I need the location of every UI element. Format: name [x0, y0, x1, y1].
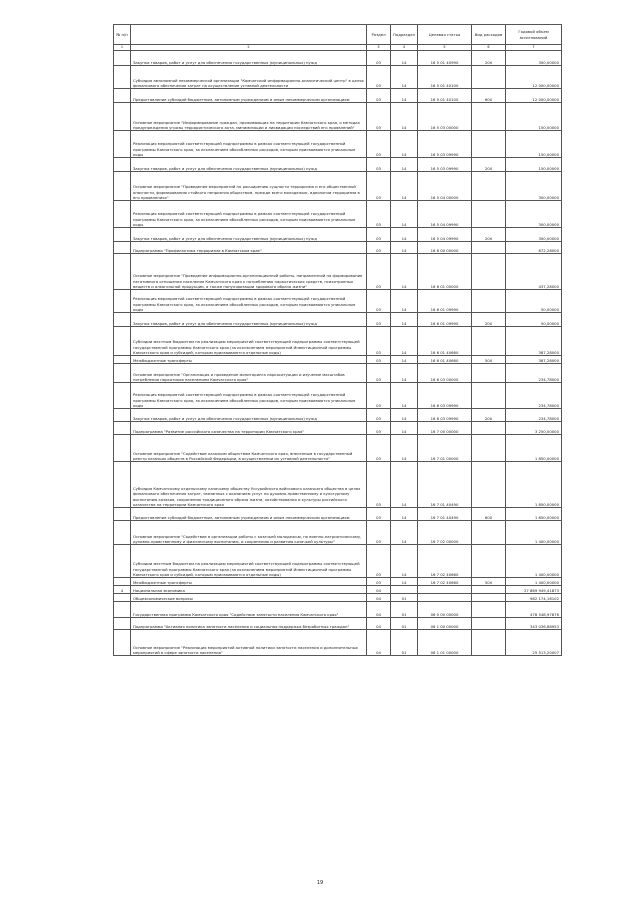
column-number: 3	[367, 45, 391, 51]
row-vid: 200	[472, 51, 506, 66]
row-name: Государственная программа Камчатского края "Содействие занятости населения Камчатского края"	[131, 602, 367, 618]
row-name: Закупка товаров, работ и услуг для обеспечения государственных (муниципальных) нужд	[131, 158, 367, 172]
column-number: 5	[418, 45, 472, 51]
row-number	[114, 409, 131, 422]
row-amount: 50,00000	[506, 290, 562, 313]
row-name: Подпрограмма "Профилактика терроризма в Камчатском крае"	[131, 242, 367, 254]
row-podrazdel: 14	[391, 383, 418, 409]
row-amount: 1 850,00000	[506, 508, 562, 521]
header-razdel: Раздел	[367, 25, 391, 45]
row-number	[114, 172, 131, 201]
row-podrazdel: 14	[391, 313, 418, 327]
row-name: Реализация мероприятий соответствующей подпрограммы в рамках соответствующей государственной программы Камчатского края, за исключением обособленных расходов, которым присваиваются уникальные коды	[131, 131, 367, 158]
row-target: 16 7 01 40490	[418, 508, 472, 521]
row-number	[114, 630, 131, 656]
row-razdel: 03	[367, 521, 391, 545]
row-amount: 343 036,88953	[506, 618, 562, 630]
row-podrazdel: 14	[391, 521, 418, 545]
row-vid	[472, 618, 506, 630]
row-target: 16 5 03 09990	[418, 158, 472, 172]
row-target: 06 1 00 00000	[418, 618, 472, 630]
row-number	[114, 364, 131, 383]
row-podrazdel: 14	[391, 435, 418, 462]
row-vid	[472, 172, 506, 201]
row-name: Субсидии местным бюджетам на реализацию мероприятий соответствующей подпрограммы соответствующей государственной программы Камчатского края (за исключением мероприятий Инвестиционной программы Камчатского края и субсидий, которым присваиваются отдельные коды)	[131, 327, 367, 356]
row-target: 16 5 01 40100	[418, 66, 472, 89]
table-row	[114, 521, 562, 545]
row-target: 16 6 03 00000	[418, 364, 472, 383]
table-row	[114, 586, 562, 594]
row-razdel: 03	[367, 545, 391, 578]
row-name: Основное мероприятие "Информирование граждан, проживающих на территории Камчатского края, о методах предупреждения угрозы террористического акта, минимизации и ликвидации последствий его проявлений"	[131, 103, 367, 131]
row-number	[114, 66, 131, 89]
row-razdel: 03	[367, 254, 391, 290]
row-amount: 437,28000	[506, 254, 562, 290]
row-vid	[472, 630, 506, 656]
row-amount: 982 174,16102	[506, 594, 562, 602]
row-amount: 50,00000	[506, 313, 562, 327]
header-podrazdel: Подраздел	[391, 25, 418, 45]
row-podrazdel: 14	[391, 254, 418, 290]
row-vid: 200	[472, 228, 506, 242]
row-number	[114, 313, 131, 327]
header-vid: Вид расходов	[472, 25, 506, 45]
row-vid	[472, 66, 506, 89]
row-razdel: 03	[367, 409, 391, 422]
row-podrazdel: 14	[391, 327, 418, 356]
row-number	[114, 508, 131, 521]
row-name: Закупка товаров, работ и услуг для обеспечения государственных (муниципальных) нужд	[131, 51, 367, 66]
column-number: 7	[506, 45, 562, 51]
row-name: Основное мероприятие "Содействие в организации работы с казачьей молодежью, по военно-патриотическому, духовно-нравственному и физическому воспитанию, и сохранению и развитию казачьей культуры"	[131, 521, 367, 545]
row-razdel: 03	[367, 462, 391, 508]
row-podrazdel: 14	[391, 89, 418, 103]
row-number	[114, 290, 131, 313]
row-name: Подпрограмма "Развитие российского казачества на территории Камчатского края"	[131, 422, 367, 435]
header-name	[131, 25, 367, 45]
table-row	[114, 290, 562, 313]
row-number	[114, 327, 131, 356]
table-row	[114, 66, 562, 89]
row-name: Закупка товаров, работ и услуг для обеспечения государственных (муниципальных) нужд	[131, 313, 367, 327]
row-podrazdel: 14	[391, 66, 418, 89]
table-row	[114, 435, 562, 462]
row-name: Основное мероприятие "Организация и проведение мониторинга наркоситуации и изучение масштабов потребления наркотиков населением Камчатского края"	[131, 364, 367, 383]
table-row	[114, 409, 562, 422]
row-name: Предоставление субсидий бюджетным, автономным учреждениям и иным некоммерческим организациям	[131, 508, 367, 521]
table-row	[114, 103, 562, 131]
row-vid	[472, 435, 506, 462]
row-podrazdel: 14	[391, 172, 418, 201]
row-podrazdel: 14	[391, 409, 418, 422]
row-number	[114, 578, 131, 586]
row-razdel: 03	[367, 158, 391, 172]
row-podrazdel: 14	[391, 545, 418, 578]
row-razdel: 04	[367, 618, 391, 630]
row-amount: 1 400,00000	[506, 578, 562, 586]
row-vid	[472, 383, 506, 409]
row-vid	[472, 594, 506, 602]
row-number	[114, 383, 131, 409]
row-podrazdel: 14	[391, 364, 418, 383]
row-target	[418, 594, 472, 602]
row-target: 16 7 02 40660	[418, 578, 472, 586]
column-number: 6	[472, 45, 506, 51]
row-number	[114, 435, 131, 462]
row-target: 16 7 00 00000	[418, 422, 472, 435]
table-row	[114, 364, 562, 383]
row-amount: 1 400,00000	[506, 521, 562, 545]
row-target: 06 1 01 00000	[418, 630, 472, 656]
row-target: 16 6 03 09990	[418, 409, 472, 422]
row-vid	[472, 201, 506, 228]
row-podrazdel: 14	[391, 422, 418, 435]
row-razdel: 04	[367, 602, 391, 618]
row-number	[114, 201, 131, 228]
row-podrazdel: 14	[391, 228, 418, 242]
row-amount: 387,28000	[506, 356, 562, 364]
table-row	[114, 602, 562, 618]
row-number	[114, 158, 131, 172]
row-target: 16 5 04 09990	[418, 228, 472, 242]
row-razdel: 03	[367, 327, 391, 356]
row-target: 16 5 01 40990	[418, 51, 472, 66]
table-row	[114, 578, 562, 586]
row-razdel: 03	[367, 201, 391, 228]
row-name: Основное мероприятие "Реализация мероприятий активной политики занятости населения и дополнительных мероприятий в сфере занятости населения"	[131, 630, 367, 656]
row-target: 16 5 04 00000	[418, 172, 472, 201]
row-amount: 234,78000	[506, 364, 562, 383]
row-vid: 200	[472, 409, 506, 422]
row-podrazdel: 01	[391, 618, 418, 630]
row-podrazdel: 14	[391, 201, 418, 228]
row-target: 16 7 02 40660	[418, 545, 472, 578]
row-amount: 1 850,00000	[506, 435, 562, 462]
table-row	[114, 131, 562, 158]
row-name: Основное мероприятие "Проведение информационно-организационной работы, направленной на формирование негативного отношения населения Камчатского края к потреблению наркотических средств, психотропных веществ и алкогольной продукции, а также популяризации здорового образа жизни"	[131, 254, 367, 290]
row-name: Реализация мероприятий соответствующей подпрограммы в рамках соответствующей государственной программы Камчатского края, за исключением обособленных расходов, которым присваиваются уникальные коды	[131, 290, 367, 313]
table-header-row	[114, 25, 562, 45]
table-row	[114, 594, 562, 602]
row-vid	[472, 103, 506, 131]
table-row	[114, 172, 562, 201]
row-number	[114, 594, 131, 602]
row-number	[114, 131, 131, 158]
row-amount: 300,00000	[506, 228, 562, 242]
row-podrazdel: 14	[391, 290, 418, 313]
row-target: 16 6 01 09990	[418, 290, 472, 313]
table-row	[114, 158, 562, 172]
row-vid	[472, 521, 506, 545]
row-target: 16 6 03 09990	[418, 383, 472, 409]
row-number	[114, 422, 131, 435]
row-podrazdel: 14	[391, 356, 418, 364]
row-razdel: 03	[367, 422, 391, 435]
row-target: 16 5 01 40100	[418, 89, 472, 103]
row-number	[114, 89, 131, 103]
row-razdel: 03	[367, 103, 391, 131]
table-row	[114, 545, 562, 578]
row-name: Реализация мероприятий соответствующей подпрограммы в рамках соответствующей государственной программы Камчатского края, за исключением обособленных расходов, которым присваиваются уникальные коды	[131, 383, 367, 409]
table-body	[114, 45, 562, 656]
row-number	[114, 462, 131, 508]
table-row	[114, 422, 562, 435]
row-number	[114, 103, 131, 131]
row-podrazdel: 01	[391, 594, 418, 602]
row-amount: 300,00000	[506, 172, 562, 201]
row-vid: 500	[472, 578, 506, 586]
row-target: 16 6 00 00000	[418, 242, 472, 254]
row-razdel: 03	[367, 172, 391, 201]
row-podrazdel: 14	[391, 51, 418, 66]
row-target: 16 5 04 09990	[418, 201, 472, 228]
row-number	[114, 51, 131, 66]
row-name: Межбюджетные трансферты	[131, 356, 367, 364]
row-vid: 600	[472, 508, 506, 521]
row-vid	[472, 545, 506, 578]
table-row	[114, 313, 562, 327]
row-target: 16 6 01 00000	[418, 254, 472, 290]
column-number: 2	[131, 45, 367, 51]
budget-table	[113, 24, 562, 656]
row-razdel: 04	[367, 630, 391, 656]
header-target: Целевая статья	[418, 25, 472, 45]
row-vid: 600	[472, 89, 506, 103]
row-razdel: 03	[367, 131, 391, 158]
table-row	[114, 228, 562, 242]
row-razdel: 04	[367, 586, 391, 594]
column-number: 1	[114, 45, 131, 51]
row-podrazdel: 14	[391, 578, 418, 586]
row-vid	[472, 422, 506, 435]
row-number	[114, 602, 131, 618]
table-row	[114, 51, 562, 66]
row-amount: 3 250,00000	[506, 422, 562, 435]
row-podrazdel: 14	[391, 131, 418, 158]
row-target: 16 6 01 40660	[418, 327, 472, 356]
row-target: 16 5 03 09990	[418, 131, 472, 158]
row-razdel: 03	[367, 228, 391, 242]
row-razdel: 03	[367, 356, 391, 364]
row-target: 16 5 03 00000	[418, 103, 472, 131]
row-name: Субсидии местным бюджетам на реализацию мероприятий соответствующей подпрограммы соответствующей государственной программы Камчатского края (за исключением мероприятий Инвестиционной программы Камчатского края и субсидий, которым присваиваются отдельные коды)	[131, 545, 367, 578]
row-target: 16 6 01 40660	[418, 356, 472, 364]
header-amount: Годовой объем ассигнований	[506, 25, 562, 45]
table-row	[114, 618, 562, 630]
header-num: № п/п	[114, 25, 131, 45]
row-number	[114, 521, 131, 545]
row-name: Национальная экономика	[131, 586, 367, 594]
row-razdel: 03	[367, 383, 391, 409]
row-podrazdel: 14	[391, 158, 418, 172]
row-target: 16 7 02 00000	[418, 521, 472, 545]
row-vid	[472, 364, 506, 383]
row-number	[114, 228, 131, 242]
row-name: Субсидия автономной некоммерческой организации "Камчатский информационно-аналитический центр" в целях финансового обеспечения затрат на осуществление уставной деятельности	[131, 66, 367, 89]
row-vid: 200	[472, 313, 506, 327]
row-name: Подпрограмма "Активная политика занятости населения и социальная поддержка безработных граждан"	[131, 618, 367, 630]
row-amount: 300,00000	[506, 201, 562, 228]
table-row	[114, 383, 562, 409]
row-razdel: 03	[367, 51, 391, 66]
row-number	[114, 618, 131, 630]
page-number: 19	[316, 880, 324, 886]
row-target: 06 0 00 00000	[418, 602, 472, 618]
row-podrazdel: 14	[391, 103, 418, 131]
row-vid	[472, 290, 506, 313]
row-name: Основное мероприятие "Проведение мероприятий по расширению сущности терроризма и его общественной опасности, формированию стойкого неприятия обществом, прежде всего молодежью, идеологии терроризма в его проявлениях"	[131, 172, 367, 201]
row-razdel: 03	[367, 290, 391, 313]
row-razdel: 03	[367, 242, 391, 254]
row-razdel: 03	[367, 364, 391, 383]
row-amount: 12 000,00000	[506, 89, 562, 103]
row-amount: 478 548,97876	[506, 602, 562, 618]
row-podrazdel: 14	[391, 508, 418, 521]
row-vid	[472, 462, 506, 508]
row-amount: 1 400,00000	[506, 545, 562, 578]
table-row	[114, 630, 562, 656]
row-razdel: 04	[367, 594, 391, 602]
table-row	[114, 254, 562, 290]
table-row	[114, 356, 562, 364]
row-amount: 387,28000	[506, 327, 562, 356]
row-razdel: 03	[367, 313, 391, 327]
row-razdel: 03	[367, 578, 391, 586]
row-number	[114, 356, 131, 364]
row-amount: 300,00000	[506, 51, 562, 66]
row-number	[114, 545, 131, 578]
column-number: 4	[391, 45, 418, 51]
row-amount: 150,00000	[506, 158, 562, 172]
row-target	[418, 586, 472, 594]
row-amount: 12 000,00000	[506, 66, 562, 89]
row-name: Предоставление субсидий бюджетным, автономным учреждениям и иным некоммерческим организациям	[131, 89, 367, 103]
row-number	[114, 242, 131, 254]
row-podrazdel: 14	[391, 242, 418, 254]
row-amount: 234,78000	[506, 383, 562, 409]
row-vid	[472, 327, 506, 356]
row-name: Межбюджетные трансферты	[131, 578, 367, 586]
row-vid	[472, 602, 506, 618]
table-row	[114, 508, 562, 521]
row-vid	[472, 242, 506, 254]
row-razdel: 03	[367, 66, 391, 89]
table-row	[114, 201, 562, 228]
row-amount: 27 869 949,41873	[506, 586, 562, 594]
table-row	[114, 327, 562, 356]
row-name: Закупка товаров, работ и услуг для обеспечения государственных (муниципальных) нужд	[131, 228, 367, 242]
row-podrazdel: 14	[391, 462, 418, 508]
row-vid: 500	[472, 356, 506, 364]
table-row	[114, 242, 562, 254]
row-vid	[472, 254, 506, 290]
row-name: Общеэкономические вопросы	[131, 594, 367, 602]
row-vid: 200	[472, 158, 506, 172]
row-amount: 25 513,20007	[506, 630, 562, 656]
row-name: Основное мероприятие "Содействие казачьим обществам Камчатского края, внесенным в государственный реестр казачьих обществ в Российской Федерации, в осуществлении их уставной деятельности"	[131, 435, 367, 462]
row-vid	[472, 586, 506, 594]
row-amount: 672,28000	[506, 242, 562, 254]
row-vid	[472, 131, 506, 158]
row-razdel: 03	[367, 435, 391, 462]
row-name: Реализация мероприятий соответствующей подпрограммы в рамках соответствующей государственной программы Камчатского края, за исключением обособленных расходов, которым присваиваются уникальные коды	[131, 201, 367, 228]
row-target: 16 6 01 09990	[418, 313, 472, 327]
row-razdel: 03	[367, 89, 391, 103]
row-amount: 150,00000	[506, 103, 562, 131]
table-row	[114, 462, 562, 508]
row-number: 4	[114, 586, 131, 594]
row-amount: 234,78000	[506, 409, 562, 422]
row-podrazdel: 01	[391, 602, 418, 618]
row-amount: 150,00000	[506, 131, 562, 158]
row-amount: 1 850,00000	[506, 462, 562, 508]
row-name: Субсидия Камчатскому отдельскому казачьему обществу Уссурийского войскового казачьего общества в целях финансового обеспечения затрат, связанных с оказанием услуг по духовно-нравственному и культурному воспитанию казаков, сохранению традиционного образа жизни, хозяйствования и культуры российского казачества на территории Камчатского края	[131, 462, 367, 508]
table-row	[114, 89, 562, 103]
row-razdel: 03	[367, 508, 391, 521]
row-target: 16 7 01 00000	[418, 435, 472, 462]
row-target: 16 7 01 40490	[418, 462, 472, 508]
row-number	[114, 254, 131, 290]
row-podrazdel: 01	[391, 630, 418, 656]
row-name: Закупка товаров, работ и услуг для обеспечения государственных (муниципальных) нужд	[131, 409, 367, 422]
row-podrazdel	[391, 586, 418, 594]
